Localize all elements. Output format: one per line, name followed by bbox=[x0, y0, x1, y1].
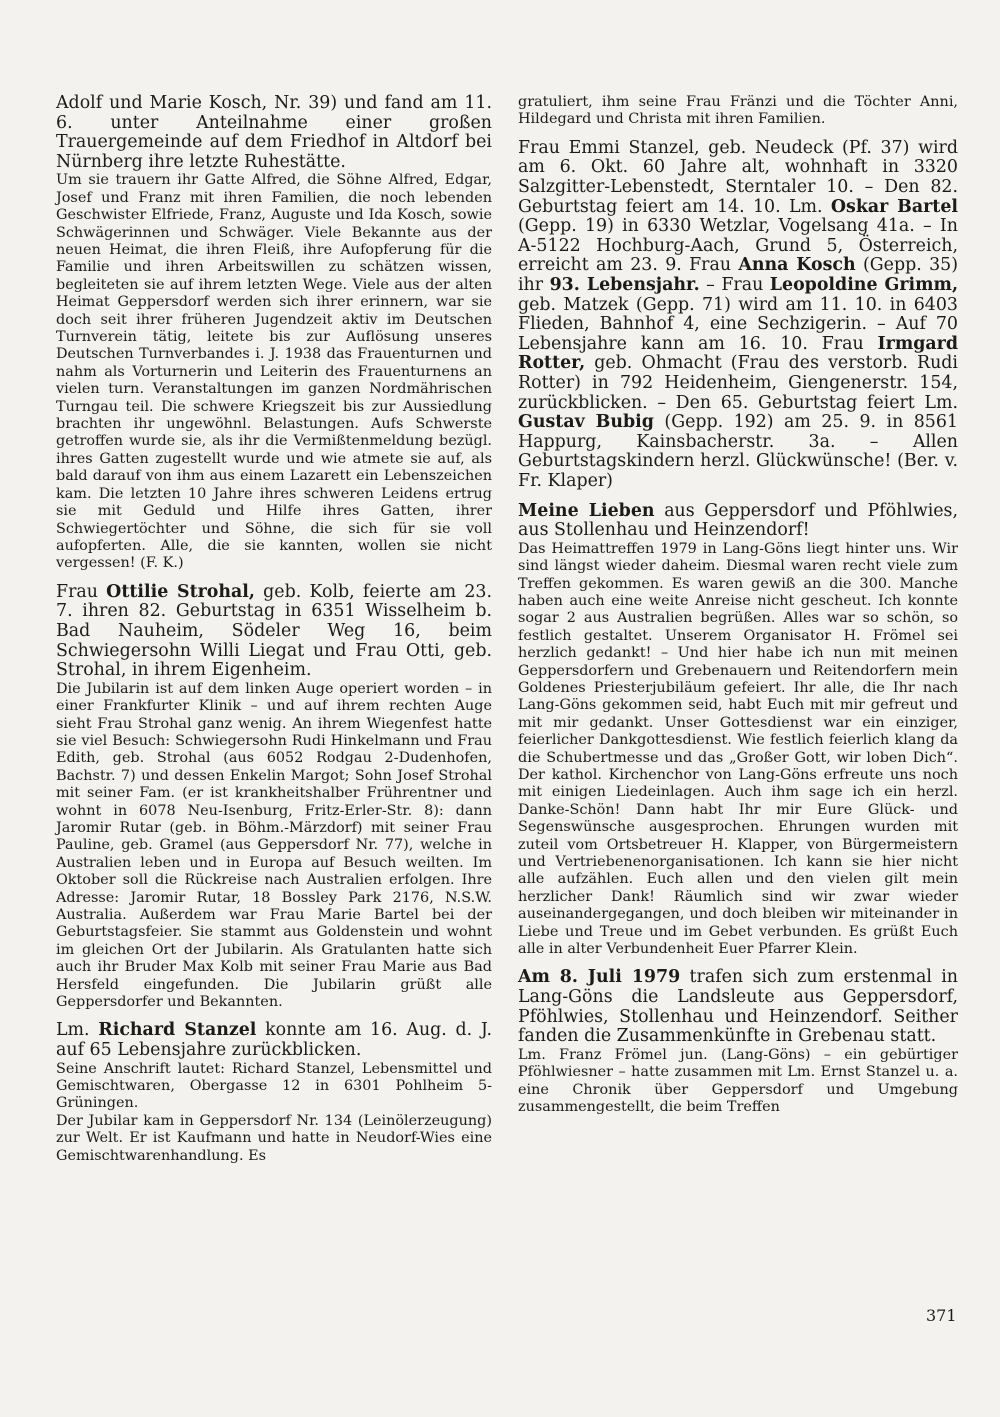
stanzel-lead-text: konnte am 16. Aug. d. J. auf 65 Lebensjahre zurückblicken. bbox=[56, 1020, 492, 1060]
birthdays-paragraph bbox=[518, 139, 958, 492]
strohal-lead-text: geb. Kolb, feierte am 23. 7. ihren 82. Geburtstag in 6351 Wisselheim b. Bad Nauheim, Södeler Weg 16, beim Schwiegersohn Willi Liegat und Frau Otti, geb. Strohal, in ihrem Eigenheim. bbox=[56, 581, 492, 681]
meeting-body: Lm. Franz Frömel jun. (Lang-Göns) – ein gebürtiger Pföhlwiesner – hatte zusammen mit Lm. Ernst Stanzel u. a. eine Chronik über Geppersdorf und Umgebung zusammengestellt, die beim Treffen bbox=[518, 1046, 958, 1116]
letter-body: Das Heimattreffen 1979 in Lang-Göns liegt hinter uns. Wir sind längst wieder daheim. Diesmal waren recht viele zum Treffen gekommen. Es waren gewiß an die 300. Manche haben auch eine weite Anreise nicht gescheut. Ich konnte sogar 2 aus Australien begrüßen. Alles war so schön, so festlich gestaltet. Unserem Organisator H. Frömel sei herzlich gedankt! – Und hier habe ich nun mit meinen Geppersdorfern und Grebenauern und Reitendorfern mein Goldenes Priesterjubiläum gefeiert. Ihr alle, die Ihr nach Lang-Göns gekommen seid, habt Euch mit mir gefreut und mit mir gedankt. Unser Gottesdienst war ein einziger, feierlicher Dankgottesdienst. Wie festlich feierlich klang da die Schubertmesse und das „Großer Gott, wir loben Dich“. Der kathol. Kirchenchor von Lang-Göns erfreute uns noch mit einigen Liedeinlagen. Auch ihm sage ich ein herzl. Danke-Schön! Dann habt Ihr mir Eure Glück- und Segenswünsche ausgesprochen. Ehrungen wurden mit zuteil vom Ortsbetreuer H. Klapper, von Bürgermeistern und Vertriebenenorganisationen. Ich kann sie hier nicht alle aufzählen. Euch allen und den vielen gilt mein herzlicher Dank! Räumlich sind wir zwar wieder auseinandergegangen, und doch bleiben wir miteinander in Liebe und Treue und im Gebet verbunden. Es grüßt Euch alle in alter Verbundenheit Euer Pfarrer Klein. bbox=[518, 540, 958, 958]
strohal-body: Die Jubilarin ist auf dem linken Auge operiert worden – in einer Frankfurter Klinik – und auf ihrem rechten Auge sieht Frau Strohal ganz wenig. An ihrem Wiegenfest hatte sie viel Besuch: Schwiegersohn Rudi Hinkelmann und Frau Edith, geb. Strohal (aus 6052 Rodgau 2-Dudenhofen, Bachstr. 7) und dessen Enkelin Margot; Sohn Josef Strohal mit seiner Fam. (er ist krankheitshalber Frührentner und wohnt in 6078 Neu-Isenburg, Fritz-Erler-Str. 8): dann Jaromir Rutar (geb. in Böhm.-Märzdorf) mit seiner Frau Pauline, geb. Gramel (aus Geppersdorf Nr. 77), welche in Australien leben und in Europa auf Besuch weilten. Im Oktober soll die Rückreise nach Australien erfolgen. Ihre Adresse: Jaromir Rutar, 18 Bossley Park 2176, N.S.W. Australia. Außerdem war Frau Marie Bartel bei der Geburtstagsfeier. Sie stammt aus Goldenstein und wohnt im gleichen Ort der Jubilarin. Als Gratulanten hatte sich auch ihr Bruder Max Kolb mit seiner Frau Marie aus Bad Hersfeld eingefunden. Die Jubilarin grüßt alle Geppersdorfer und Bekannten. bbox=[56, 680, 492, 1010]
stanzel-name: Richard Stanzel bbox=[98, 1020, 257, 1041]
letter-lead-text: aus Geppersdorf und Pföhlwies, aus Stollenhau und Heinzendorf! bbox=[518, 500, 959, 541]
birthdays-text-i: geb. Matzek (Gepp. 71) wird am 11. 10. in 6403 Flieden, Bahnhof 4, eine Sechzigerin. – Auf 70 Lebensjahre kann am 16. 10. Frau bbox=[518, 294, 958, 354]
obituary-lead: Adolf und Marie Kosch, Nr. 39) und fand am 11. 6. unter Anteilnahme einer großen Trauergemeinde auf dem Friedhof in Altdorf bei Nürnberg ihre letzte Ruhestätte. bbox=[56, 93, 492, 172]
birthdays-text-g: – Frau bbox=[699, 274, 770, 295]
obituary-body: Um sie trauern ihr Gatte Alfred, die Söhne Alfred, Edgar, Josef und Franz mit ihren Familien, die noch lebenden Geschwister Elfriede, Franz, Auguste und Ida Kosch, sowie Schwägerinnen und Schwäger. Viele Bekannte aus der neuen Heimat, die ihren Fleiß, ihre Aufopferung für die Familie und ihren Arbeitswillen zu schätzen wissen, begleiteten sie auf ihrem letzten Wege. Viele aus der alten Heimat Geppersdorf werden sich ihrer erinnern, war sie doch seit ihrer früheren Jugendzeit aktiv im Deutschen Turnverein tätig, leitete bis zur Auflösung unseres Deutschen Turnverbandes i. J. 1938 das Frauenturnen und nahm als Vorturnerin und Leiterin des Frauenturnens an vielen turn. Veranstaltungen im ganzen Nordmährischen Turngau teil. Die schwere Kriegszeit bis zur Aussiedlung brachten ihr ungewöhnl. Belastungen. Aufs Schwerste getroffen wurde sie, als ihr die Vermißtenmeldung bezügl. ihres Gatten zugestellt wurde und wie atmete sie auf, als bald darauf von ihm aus einem Lazarett ein Lebenszeichen kam. Die letzten 10 Jahre ihres schweren Leidens ertrug sie mit Geduld und Hilfe ihres Gatten, ihrer Schwiegertöchter und Söhne, die sich für sie voll aufopferten. Alle, die sie kannten, wollen sie nicht vergessen! (F. K.) bbox=[56, 172, 492, 572]
page-number: 371 bbox=[926, 1306, 957, 1325]
name-irmgard-rotter: Irmgard Rotter, bbox=[518, 333, 958, 374]
meeting-heading: Am 8. Juli 1979 bbox=[518, 967, 681, 988]
stanzel-lead bbox=[56, 1021, 492, 1060]
stanzel-address: Seine Anschrift lautet: Richard Stanzel, Lebensmittel und Gemischtwaren, Obergasse 12 in 6301 Pohlheim 5-Grüningen. bbox=[56, 1060, 492, 1112]
meeting-lead-text: trafen sich zum erstenmal in Lang-Göns die Landsleute aus Geppersdorf, Pföhlwies, Stollenhau und Heinzendorf. Seither fanden die Zusammenkünfte in Grebenau statt. bbox=[518, 967, 958, 1047]
name-leopoldine-grimm: Leopoldine Grimm, bbox=[769, 274, 959, 295]
birthdays-text-k: geb. Ohmacht (Frau des verstorb. Rudi Rotter) in 792 Heidenheim, Giengenerstr. 154, zurückblicken. – Den 65. Geburtstag feiert Lm. bbox=[518, 353, 958, 413]
age-93: 93. Lebensjahr. bbox=[549, 274, 700, 295]
letter-lead bbox=[518, 502, 958, 541]
stanzel-body: Der Jubilar kam in Geppersdorf Nr. 134 (Leinölerzeugung) zur Welt. Er ist Kaufmann und hatte in Neudorf-Wies eine Gemischtwarenhandlung. Es bbox=[56, 1112, 492, 1164]
strohal-prefix: Frau bbox=[56, 581, 107, 602]
birthdays-text-e: (Gepp. 35) ihr bbox=[518, 255, 958, 295]
birthdays-text-c: (Gepp. 19) in 6330 Wetzlar, Vogelsang 41a. – In A-5122 Hochburg-Aach, Grund 5, Österreich, erreicht am 23. 9. Frau bbox=[518, 216, 958, 276]
stanzel-prefix: Lm. bbox=[56, 1020, 99, 1041]
birthdays-text-m: (Gepp. 192) am 25. 9. in 8561 Happurg, Kainsbacherstr. 3a. – Allen Geburtstagskindern herzl. Glückwünsche! (Ber. v. Fr. Klaper) bbox=[518, 412, 958, 491]
letter-heading: Meine Lieben bbox=[518, 500, 655, 521]
strohal-lead bbox=[56, 583, 492, 681]
congrats-continuation: gratuliert, ihm seine Frau Fränzi und die Töchter Anni, Hildegard und Christa mit ihren Familien. bbox=[518, 94, 958, 128]
left-column bbox=[56, 94, 492, 1165]
name-oskar-bartel: Oskar Bartel bbox=[830, 196, 958, 217]
name-gustav-bubig: Gustav Bubig bbox=[518, 412, 654, 433]
name-anna-kosch: Anna Kosch bbox=[738, 255, 856, 276]
birthdays-text-a: Frau Emmi Stanzel, geb. Neudeck (Pf. 37) wird am 6. Okt. 60 Jahre alt, wohnhaft in 3320 Salzgitter-Lebenstedt, Sterntaler 10. – Den 82. Geburtstag feiert am 14. 10. Lm. bbox=[518, 137, 958, 217]
right-column bbox=[518, 94, 958, 1116]
meeting-lead bbox=[518, 968, 958, 1046]
strohal-name: Ottilie Strohal, bbox=[106, 581, 255, 602]
